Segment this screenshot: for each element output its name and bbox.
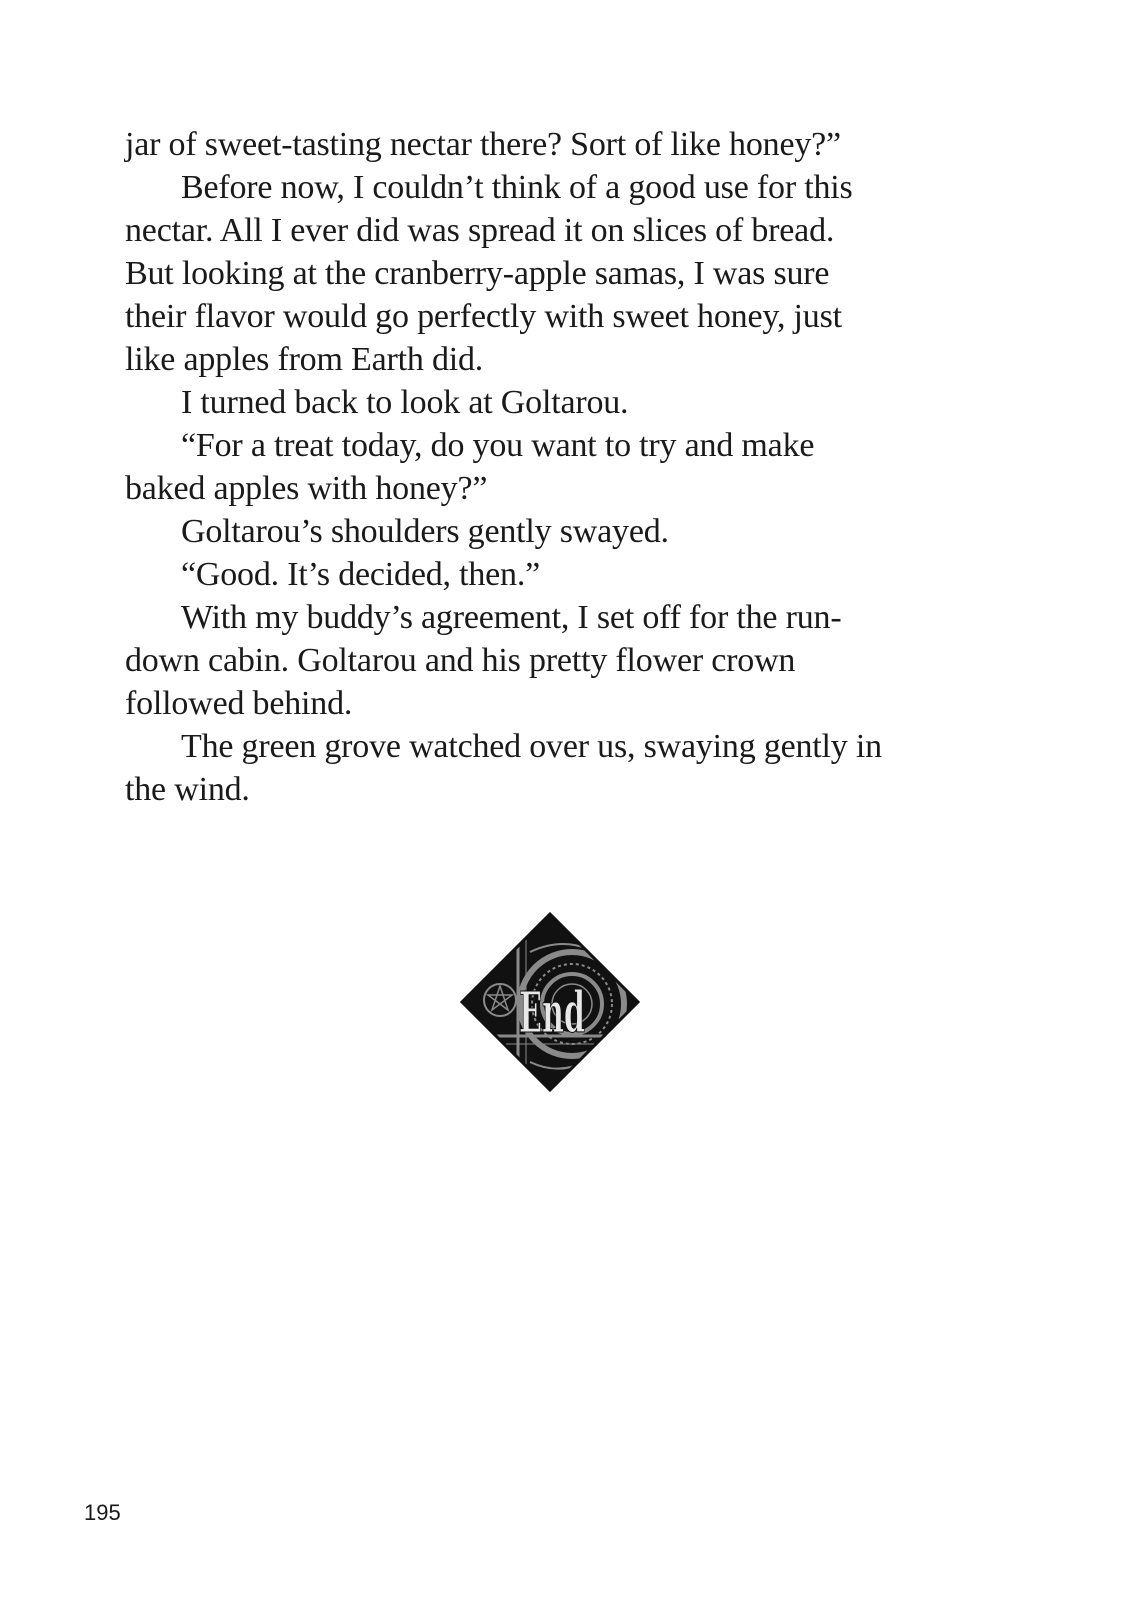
text-line-4: But looking at the cranberry-apple samas, I was sure: [125, 255, 830, 292]
text-line-3: nectar. All I ever did was spread it on slices of bread.: [125, 212, 835, 249]
text-line-2: Before now, I couldn’t think of a good use for this: [181, 169, 853, 206]
text-line-9: baked apples with honey?”: [125, 470, 488, 507]
text-line-12: With my buddy’s agreement, I set off for the run-: [181, 599, 842, 636]
text-line-6: like apples from Earth did.: [125, 341, 484, 378]
page-number: 195: [84, 1500, 121, 1525]
text-line-1: jar of sweet-tasting nectar there? Sort of like honey?”: [125, 126, 841, 163]
end-emblem-graphic: [460, 912, 640, 1092]
text-line-5: their flavor would go perfectly with sweet honey, just: [125, 298, 842, 335]
text-line-13: down cabin. Goltarou and his pretty flower crown: [125, 642, 796, 679]
end-emblem: [460, 912, 640, 1092]
story-text: [125, 123, 1005, 811]
text-line-7: I turned back to look at Goltarou.: [181, 384, 629, 421]
text-line-8: “For a treat today, do you want to try and make: [181, 427, 815, 464]
text-line-10: Goltarou’s shoulders gently swayed.: [181, 513, 669, 550]
text-line-11: “Good. It’s decided, then.”: [181, 556, 541, 593]
text-line-16: the wind.: [125, 771, 250, 808]
end-emblem-label: End: [519, 980, 585, 1046]
text-line-15: The green grove watched over us, swaying gently in: [181, 728, 882, 765]
text-line-14: followed behind.: [125, 685, 353, 722]
